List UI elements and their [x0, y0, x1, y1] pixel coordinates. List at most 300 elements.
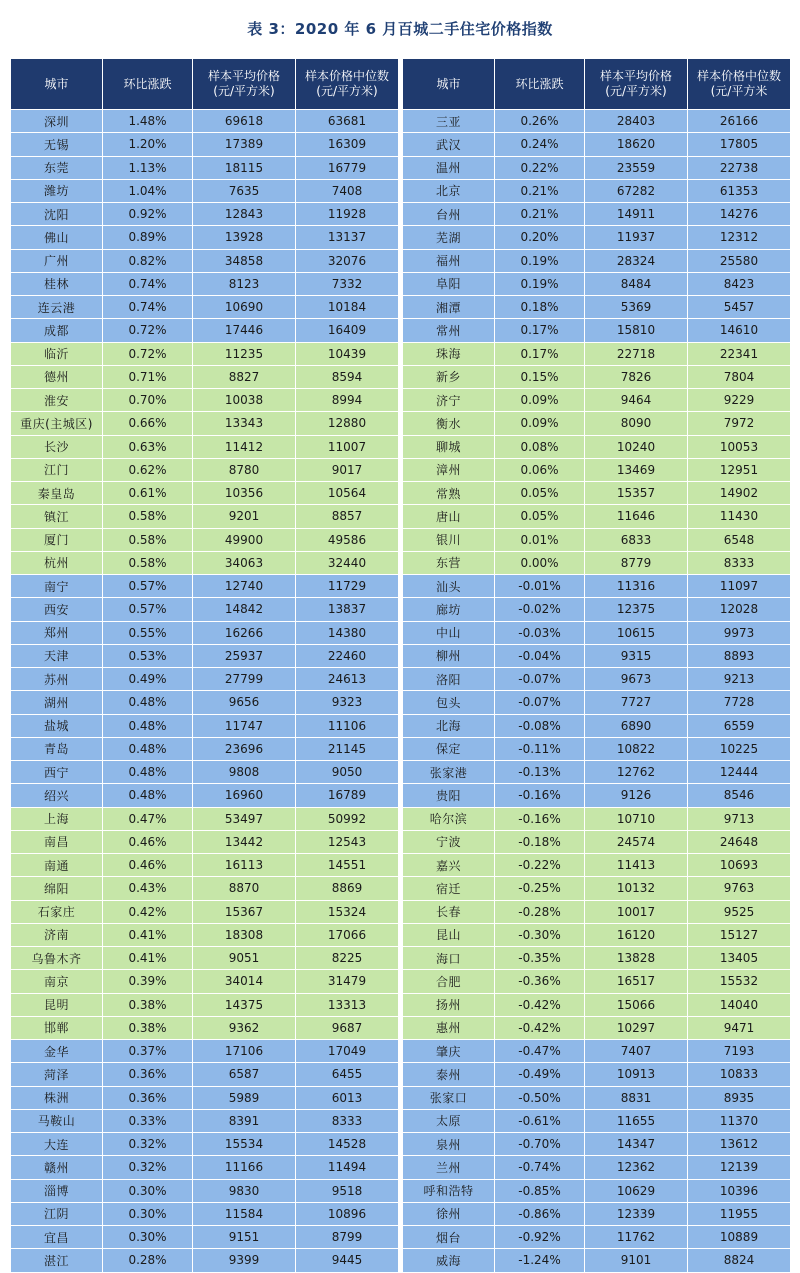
- table-row: [11, 249, 399, 272]
- table-row: [403, 947, 791, 970]
- cell-avg-price: 10017: [585, 900, 688, 923]
- cell-city: 温州: [403, 156, 495, 179]
- cell-city: 威海: [403, 1249, 495, 1272]
- right-table: [402, 58, 791, 1273]
- cell-city: 呼和浩特: [403, 1179, 495, 1202]
- table-row: [403, 737, 791, 760]
- cell-city: 包头: [403, 691, 495, 714]
- cell-median-price: 11494: [296, 1156, 399, 1179]
- cell-median-price: 22341: [688, 342, 791, 365]
- cell-change: 0.43%: [103, 877, 193, 900]
- cell-change: 0.58%: [103, 505, 193, 528]
- table-row: [11, 621, 399, 644]
- cell-change: 0.21%: [495, 203, 585, 226]
- cell-city: 无锡: [11, 133, 103, 156]
- cell-median-price: 15532: [688, 970, 791, 993]
- cell-median-price: 11729: [296, 575, 399, 598]
- cell-avg-price: 10822: [585, 737, 688, 760]
- cell-avg-price: 11646: [585, 505, 688, 528]
- table-row: [403, 226, 791, 249]
- cell-avg-price: 10240: [585, 435, 688, 458]
- cell-median-price: 11007: [296, 435, 399, 458]
- cell-avg-price: 18115: [193, 156, 296, 179]
- cell-median-price: 9687: [296, 1016, 399, 1039]
- table-row: [403, 923, 791, 946]
- table-row: [403, 691, 791, 714]
- cell-city: 南昌: [11, 830, 103, 853]
- cell-city: 长春: [403, 900, 495, 923]
- table-row: [403, 389, 791, 412]
- tables-container: [0, 58, 800, 1273]
- cell-change: -0.47%: [495, 1040, 585, 1063]
- cell-change: -0.16%: [495, 807, 585, 830]
- cell-median-price: 9525: [688, 900, 791, 923]
- cell-city: 太原: [403, 1109, 495, 1132]
- table-row: [403, 528, 791, 551]
- cell-city: 菏泽: [11, 1063, 103, 1086]
- table-row: [11, 296, 399, 319]
- table-row: [11, 1016, 399, 1039]
- cell-city: 扬州: [403, 993, 495, 1016]
- table-row: [403, 249, 791, 272]
- table-row: [11, 365, 399, 388]
- cell-change: 0.19%: [495, 249, 585, 272]
- cell-change: 1.13%: [103, 156, 193, 179]
- header-city: 城市: [11, 59, 103, 110]
- table-row: [403, 877, 791, 900]
- cell-change: 0.46%: [103, 854, 193, 877]
- cell-avg-price: 16120: [585, 923, 688, 946]
- cell-change: -0.25%: [495, 877, 585, 900]
- table-row: [11, 737, 399, 760]
- cell-avg-price: 11166: [193, 1156, 296, 1179]
- cell-median-price: 12139: [688, 1156, 791, 1179]
- cell-avg-price: 9656: [193, 691, 296, 714]
- table-row: [11, 133, 399, 156]
- cell-median-price: 9050: [296, 761, 399, 784]
- table-row: [11, 1063, 399, 1086]
- cell-median-price: 26166: [688, 110, 791, 133]
- cell-change: 0.48%: [103, 737, 193, 760]
- cell-change: -0.18%: [495, 830, 585, 853]
- cell-avg-price: 13442: [193, 830, 296, 853]
- table-row: [11, 1133, 399, 1156]
- cell-city: 徐州: [403, 1202, 495, 1225]
- cell-city: 惠州: [403, 1016, 495, 1039]
- cell-change: -0.08%: [495, 714, 585, 737]
- cell-avg-price: 9315: [585, 644, 688, 667]
- table-row: [403, 412, 791, 435]
- cell-avg-price: 13928: [193, 226, 296, 249]
- cell-median-price: 14528: [296, 1133, 399, 1156]
- cell-avg-price: 49900: [193, 528, 296, 551]
- cell-avg-price: 9151: [193, 1226, 296, 1249]
- cell-avg-price: 7635: [193, 179, 296, 202]
- cell-change: 0.57%: [103, 575, 193, 598]
- cell-change: -0.13%: [495, 761, 585, 784]
- cell-avg-price: 8391: [193, 1109, 296, 1132]
- cell-change: -0.04%: [495, 644, 585, 667]
- cell-avg-price: 7407: [585, 1040, 688, 1063]
- cell-city: 常熟: [403, 482, 495, 505]
- table-row: [11, 528, 399, 551]
- cell-avg-price: 13469: [585, 458, 688, 481]
- cell-change: 0.57%: [103, 598, 193, 621]
- cell-city: 芜湖: [403, 226, 495, 249]
- cell-change: 0.06%: [495, 458, 585, 481]
- cell-city: 株洲: [11, 1086, 103, 1109]
- cell-median-price: 9713: [688, 807, 791, 830]
- table-row: [11, 110, 399, 133]
- cell-median-price: 10184: [296, 296, 399, 319]
- cell-change: -0.50%: [495, 1086, 585, 1109]
- cell-median-price: 12028: [688, 598, 791, 621]
- cell-city: 上海: [11, 807, 103, 830]
- cell-median-price: 8994: [296, 389, 399, 412]
- cell-avg-price: 25937: [193, 644, 296, 667]
- cell-city: 江阴: [11, 1202, 103, 1225]
- cell-change: -0.28%: [495, 900, 585, 923]
- cell-change: -0.01%: [495, 575, 585, 598]
- cell-change: 0.38%: [103, 993, 193, 1016]
- cell-median-price: 12444: [688, 761, 791, 784]
- cell-change: 0.42%: [103, 900, 193, 923]
- table-row: [11, 156, 399, 179]
- table-row: [403, 1133, 791, 1156]
- table-row: [403, 621, 791, 644]
- cell-avg-price: 10297: [585, 1016, 688, 1039]
- cell-change: 0.82%: [103, 249, 193, 272]
- table-row: [11, 226, 399, 249]
- cell-avg-price: 16960: [193, 784, 296, 807]
- cell-median-price: 5457: [688, 296, 791, 319]
- cell-median-price: 12951: [688, 458, 791, 481]
- cell-city: 海口: [403, 947, 495, 970]
- cell-avg-price: 9399: [193, 1249, 296, 1272]
- cell-avg-price: 8090: [585, 412, 688, 435]
- cell-avg-price: 15066: [585, 993, 688, 1016]
- cell-median-price: 32076: [296, 249, 399, 272]
- cell-change: -0.74%: [495, 1156, 585, 1179]
- table-row: [11, 389, 399, 412]
- cell-median-price: 31479: [296, 970, 399, 993]
- table-row: [11, 575, 399, 598]
- cell-change: 0.36%: [103, 1063, 193, 1086]
- cell-median-price: 10833: [688, 1063, 791, 1086]
- cell-change: 0.89%: [103, 226, 193, 249]
- cell-city: 淮安: [11, 389, 103, 412]
- table-row: [11, 691, 399, 714]
- cell-median-price: 17066: [296, 923, 399, 946]
- cell-median-price: 9518: [296, 1179, 399, 1202]
- cell-change: 0.39%: [103, 970, 193, 993]
- cell-median-price: 22738: [688, 156, 791, 179]
- table-row: [403, 1086, 791, 1109]
- cell-city: 西宁: [11, 761, 103, 784]
- cell-median-price: 15127: [688, 923, 791, 946]
- header-change: 环比涨跌: [495, 59, 585, 110]
- cell-avg-price: 34014: [193, 970, 296, 993]
- cell-change: 1.04%: [103, 179, 193, 202]
- cell-median-price: 7193: [688, 1040, 791, 1063]
- table-row: [403, 1156, 791, 1179]
- table-row: [11, 1202, 399, 1225]
- cell-avg-price: 8827: [193, 365, 296, 388]
- header-avg-price: 样本平均价格 (元/平方米): [585, 59, 688, 110]
- table-row: [403, 435, 791, 458]
- cell-avg-price: 15357: [585, 482, 688, 505]
- cell-city: 大连: [11, 1133, 103, 1156]
- cell-city: 保定: [403, 737, 495, 760]
- cell-avg-price: 53497: [193, 807, 296, 830]
- cell-city: 阜阳: [403, 272, 495, 295]
- cell-change: 0.30%: [103, 1202, 193, 1225]
- cell-city: 哈尔滨: [403, 807, 495, 830]
- cell-avg-price: 18620: [585, 133, 688, 156]
- cell-change: 0.70%: [103, 389, 193, 412]
- cell-change: 0.09%: [495, 412, 585, 435]
- cell-change: 0.33%: [103, 1109, 193, 1132]
- table-row: [11, 505, 399, 528]
- cell-city: 镇江: [11, 505, 103, 528]
- cell-change: -0.16%: [495, 784, 585, 807]
- table-row: [11, 1109, 399, 1132]
- cell-city: 成都: [11, 319, 103, 342]
- cell-change: 0.36%: [103, 1086, 193, 1109]
- cell-city: 宿迁: [403, 877, 495, 900]
- cell-city: 珠海: [403, 342, 495, 365]
- cell-change: 0.71%: [103, 365, 193, 388]
- cell-avg-price: 5989: [193, 1086, 296, 1109]
- cell-median-price: 8333: [296, 1109, 399, 1132]
- cell-city: 银川: [403, 528, 495, 551]
- table-row: [11, 970, 399, 993]
- cell-median-price: 8824: [688, 1249, 791, 1272]
- cell-avg-price: 28324: [585, 249, 688, 272]
- cell-avg-price: 8779: [585, 551, 688, 574]
- cell-median-price: 14276: [688, 203, 791, 226]
- table-row: [11, 1226, 399, 1249]
- table-row: [11, 947, 399, 970]
- table-row: [403, 1016, 791, 1039]
- cell-median-price: 50992: [296, 807, 399, 830]
- cell-city: 衡水: [403, 412, 495, 435]
- cell-change: -0.22%: [495, 854, 585, 877]
- cell-avg-price: 8870: [193, 877, 296, 900]
- cell-change: -0.42%: [495, 1016, 585, 1039]
- table-row: [11, 412, 399, 435]
- cell-median-price: 9323: [296, 691, 399, 714]
- cell-city: 江门: [11, 458, 103, 481]
- cell-avg-price: 8780: [193, 458, 296, 481]
- table-row: [403, 319, 791, 342]
- cell-change: 0.72%: [103, 319, 193, 342]
- cell-median-price: 11106: [296, 714, 399, 737]
- cell-city: 湘潭: [403, 296, 495, 319]
- table-row: [403, 1040, 791, 1063]
- table-row: [11, 272, 399, 295]
- table-row: [11, 482, 399, 505]
- cell-median-price: 11097: [688, 575, 791, 598]
- left-header-row: [11, 59, 399, 110]
- table-row: [11, 319, 399, 342]
- cell-median-price: 7972: [688, 412, 791, 435]
- cell-avg-price: 9464: [585, 389, 688, 412]
- cell-avg-price: 12843: [193, 203, 296, 226]
- table-row: [403, 784, 791, 807]
- cell-avg-price: 10690: [193, 296, 296, 319]
- cell-avg-price: 11747: [193, 714, 296, 737]
- table-row: [403, 644, 791, 667]
- cell-change: 0.09%: [495, 389, 585, 412]
- cell-change: 0.00%: [495, 551, 585, 574]
- cell-avg-price: 12375: [585, 598, 688, 621]
- table-row: [11, 923, 399, 946]
- table-row: [11, 993, 399, 1016]
- header-avg-price: 样本平均价格 (元/平方米): [193, 59, 296, 110]
- cell-median-price: 61353: [688, 179, 791, 202]
- cell-change: 0.49%: [103, 668, 193, 691]
- table-row: [403, 203, 791, 226]
- cell-change: 0.18%: [495, 296, 585, 319]
- cell-avg-price: 34858: [193, 249, 296, 272]
- cell-city: 漳州: [403, 458, 495, 481]
- cell-median-price: 7332: [296, 272, 399, 295]
- cell-city: 北海: [403, 714, 495, 737]
- table-row: [403, 342, 791, 365]
- table-row: [11, 714, 399, 737]
- cell-avg-price: 11412: [193, 435, 296, 458]
- cell-change: -0.07%: [495, 691, 585, 714]
- cell-city: 合肥: [403, 970, 495, 993]
- cell-change: -0.49%: [495, 1063, 585, 1086]
- cell-median-price: 10889: [688, 1226, 791, 1249]
- cell-change: 0.05%: [495, 505, 585, 528]
- cell-change: 0.17%: [495, 319, 585, 342]
- cell-avg-price: 11937: [585, 226, 688, 249]
- cell-change: -0.36%: [495, 970, 585, 993]
- cell-city: 张家港: [403, 761, 495, 784]
- cell-median-price: 16779: [296, 156, 399, 179]
- cell-avg-price: 9830: [193, 1179, 296, 1202]
- cell-city: 南宁: [11, 575, 103, 598]
- cell-avg-price: 11316: [585, 575, 688, 598]
- cell-city: 青岛: [11, 737, 103, 760]
- cell-avg-price: 22718: [585, 342, 688, 365]
- cell-change: 0.05%: [495, 482, 585, 505]
- header-change: 环比涨跌: [103, 59, 193, 110]
- table-row: [403, 365, 791, 388]
- cell-city: 杭州: [11, 551, 103, 574]
- cell-median-price: 32440: [296, 551, 399, 574]
- cell-avg-price: 9673: [585, 668, 688, 691]
- cell-median-price: 8546: [688, 784, 791, 807]
- cell-median-price: 14040: [688, 993, 791, 1016]
- cell-change: 0.61%: [103, 482, 193, 505]
- cell-median-price: 9973: [688, 621, 791, 644]
- cell-avg-price: 12362: [585, 1156, 688, 1179]
- cell-median-price: 11430: [688, 505, 791, 528]
- cell-median-price: 13405: [688, 947, 791, 970]
- cell-city: 昆明: [11, 993, 103, 1016]
- table-row: [403, 272, 791, 295]
- cell-change: 0.17%: [495, 342, 585, 365]
- cell-median-price: 6548: [688, 528, 791, 551]
- cell-city: 台州: [403, 203, 495, 226]
- cell-median-price: 14902: [688, 482, 791, 505]
- cell-city: 武汉: [403, 133, 495, 156]
- cell-median-price: 9017: [296, 458, 399, 481]
- cell-change: -0.42%: [495, 993, 585, 1016]
- table-row: [403, 1179, 791, 1202]
- cell-median-price: 9471: [688, 1016, 791, 1039]
- cell-avg-price: 34063: [193, 551, 296, 574]
- cell-median-price: 8594: [296, 365, 399, 388]
- cell-city: 德州: [11, 365, 103, 388]
- cell-city: 张家口: [403, 1086, 495, 1109]
- cell-change: -0.85%: [495, 1179, 585, 1202]
- cell-median-price: 10693: [688, 854, 791, 877]
- cell-avg-price: 24574: [585, 830, 688, 853]
- cell-city: 泰州: [403, 1063, 495, 1086]
- table-title: 表 3：2020 年 6 月百城二手住宅价格指数: [247, 20, 553, 38]
- cell-city: 桂林: [11, 272, 103, 295]
- cell-city: 聊城: [403, 435, 495, 458]
- cell-median-price: 25580: [688, 249, 791, 272]
- cell-median-price: 13313: [296, 993, 399, 1016]
- cell-avg-price: 10710: [585, 807, 688, 830]
- cell-avg-price: 6833: [585, 528, 688, 551]
- table-row: [11, 644, 399, 667]
- cell-avg-price: 10913: [585, 1063, 688, 1086]
- cell-change: 0.92%: [103, 203, 193, 226]
- cell-avg-price: 5369: [585, 296, 688, 319]
- cell-change: 0.15%: [495, 365, 585, 388]
- cell-avg-price: 17106: [193, 1040, 296, 1063]
- cell-median-price: 16409: [296, 319, 399, 342]
- cell-avg-price: 17446: [193, 319, 296, 342]
- cell-city: 东营: [403, 551, 495, 574]
- cell-median-price: 6559: [688, 714, 791, 737]
- cell-change: 0.28%: [103, 1249, 193, 1272]
- cell-city: 潍坊: [11, 179, 103, 202]
- cell-median-price: 12543: [296, 830, 399, 853]
- cell-median-price: 10225: [688, 737, 791, 760]
- cell-median-price: 21145: [296, 737, 399, 760]
- cell-change: 0.58%: [103, 551, 193, 574]
- cell-median-price: 6455: [296, 1063, 399, 1086]
- cell-city: 宁波: [403, 830, 495, 853]
- cell-avg-price: 8123: [193, 272, 296, 295]
- table-row: [11, 458, 399, 481]
- cell-change: 0.08%: [495, 435, 585, 458]
- cell-avg-price: 16113: [193, 854, 296, 877]
- cell-median-price: 8869: [296, 877, 399, 900]
- cell-median-price: 14551: [296, 854, 399, 877]
- table-row: [403, 1202, 791, 1225]
- cell-median-price: 10396: [688, 1179, 791, 1202]
- table-row: [403, 551, 791, 574]
- cell-change: 0.74%: [103, 272, 193, 295]
- table-row: [11, 1179, 399, 1202]
- table-row: [403, 133, 791, 156]
- cell-change: 0.48%: [103, 691, 193, 714]
- cell-median-price: 24613: [296, 668, 399, 691]
- cell-median-price: 16309: [296, 133, 399, 156]
- cell-median-price: 6013: [296, 1086, 399, 1109]
- cell-avg-price: 15367: [193, 900, 296, 923]
- cell-city: 烟台: [403, 1226, 495, 1249]
